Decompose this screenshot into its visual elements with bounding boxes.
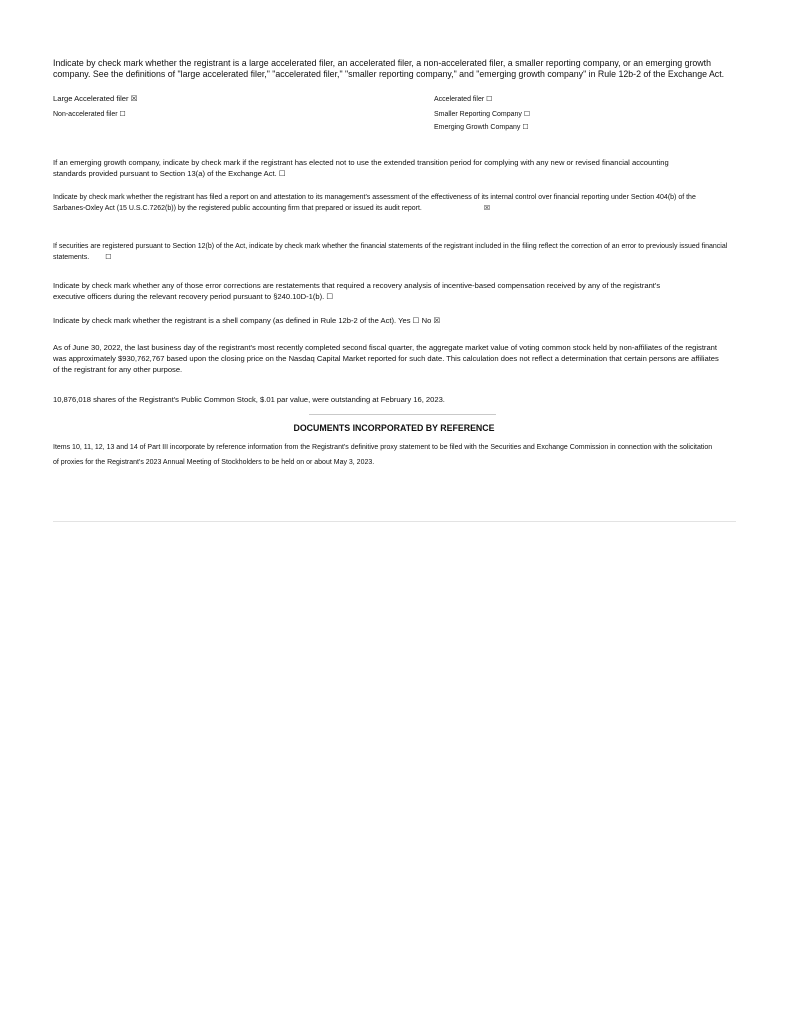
filer-status-intro: Indicate by check mark whether the registrant is a large accelerated filer, an accelerated filer, a non-accelerated filer, a smaller reporting company, or an emerging growth company. See the definitions of "large accelerated filer," "accelerated filer," "smaller reporting company," and "emerging growth company" in Rule 12b-2 of the Exchange Act. (53, 58, 725, 80)
non-accelerated-filer-label: Non-accelerated filer (53, 111, 118, 118)
emerging-growth-company-label: Emerging Growth Company (434, 124, 521, 131)
large-accelerated-filer-checkbox[interactable]: ☒ (130, 94, 138, 103)
non-accelerated-filer-option (53, 109, 126, 120)
market-value-statement: As of June 30, 2022, the last business day of the registrant's most recently completed second fiscal quarter, the aggregate market value of voting common stock held by non-affiliates of the registrant was approximately $930,762,767 based upon the closing price on the Nasdaq Capital Market reported for such date. This calculation does not reflect a determination that certain persons are affiliates of the registrant for any other purpose. (53, 343, 719, 374)
error-correction-text: If securities are registered pursuant to Section 12(b) of the Act, indicate by check mark whether the financial statements of the registrant included in the filing reflect the correction of an error to previously issued financial statements. (53, 243, 728, 261)
emerging-growth-company-checkbox[interactable]: ☐ (522, 123, 529, 131)
icfr-attestation-checkbox[interactable]: ☒ (483, 204, 491, 212)
smaller-reporting-company-option (434, 109, 530, 120)
section-divider (309, 414, 496, 415)
shell-company-statement (53, 315, 440, 326)
shell-company-yes-checkbox[interactable]: ☐ (412, 316, 420, 325)
smaller-reporting-company-label: Smaller Reporting Company (434, 111, 522, 118)
large-accelerated-filer-label: Large Accelerated filer (53, 94, 129, 103)
transition-period-statement (53, 157, 693, 179)
shell-company-no-label: No (421, 316, 432, 325)
smaller-reporting-company-checkbox[interactable]: ☐ (523, 110, 531, 118)
icfr-attestation-text: Indicate by check mark whether the registrant has filed a report on and attestation to its management's assessment of the effectiveness of its internal control over financial reporting under Section 404(b) of the Sarbanes-Oxley Act (15 U.S.C.7262(b)) by the registered public accounting firm that prepared or issued its audit report. (53, 194, 696, 212)
accelerated-filer-checkbox[interactable]: ☐ (486, 95, 493, 103)
transition-period-text: If an emerging growth company, indicate by check mark if the registrant has elected not to use the extended transition period for complying with any new or revised financial accounting standards provided pursuant to Section 13(a) of the Exchange Act. (53, 158, 669, 178)
shell-company-no-checkbox[interactable]: ☒ (433, 316, 441, 325)
documents-incorporated-heading: DOCUMENTS INCORPORATED BY REFERENCE (293, 423, 495, 433)
accelerated-filer-label: Accelerated filer (434, 96, 485, 103)
transition-period-checkbox[interactable]: ☐ (278, 169, 286, 178)
restatement-text: Indicate by check mark whether any of those error corrections are restatements that required a recovery analysis of incentive-based compensation received by any of the registrant's executive officers during the relevant recovery period pursuant to §240.10D-1(b). (53, 281, 661, 301)
shell-company-yes-label: Yes (398, 316, 411, 325)
icfr-attestation-statement (53, 193, 703, 214)
shell-company-text: Indicate by check mark whether the registrant is a shell company (as defined in Rule 12b-2 of the Act). (53, 316, 397, 325)
large-accelerated-filer-option (53, 93, 138, 104)
emerging-growth-company-option (434, 122, 529, 133)
documents-incorporated-text: Items 10, 11, 12, 13 and 14 of Part III incorporate by reference information from the Registrant's definitive proxy statement to be filed with the Securities and Exchange Commission in connection with the solicitation of proxies for the Registrant's 2023 Annual Meeting of Stockholders to be held on or about May 3, 2023. (53, 444, 713, 466)
non-accelerated-filer-checkbox[interactable]: ☐ (119, 110, 126, 118)
page-bottom-rule (53, 521, 736, 522)
error-correction-statement (53, 242, 728, 263)
restatement-statement (53, 280, 693, 302)
restatement-checkbox[interactable]: ☐ (326, 292, 334, 301)
shares-outstanding-statement: 10,876,018 shares of the Registrant's Public Common Stock, $.01 par value, were outstanding at February 16, 2023. (53, 395, 445, 404)
error-correction-checkbox[interactable]: ☐ (105, 253, 112, 261)
accelerated-filer-option (434, 94, 492, 105)
